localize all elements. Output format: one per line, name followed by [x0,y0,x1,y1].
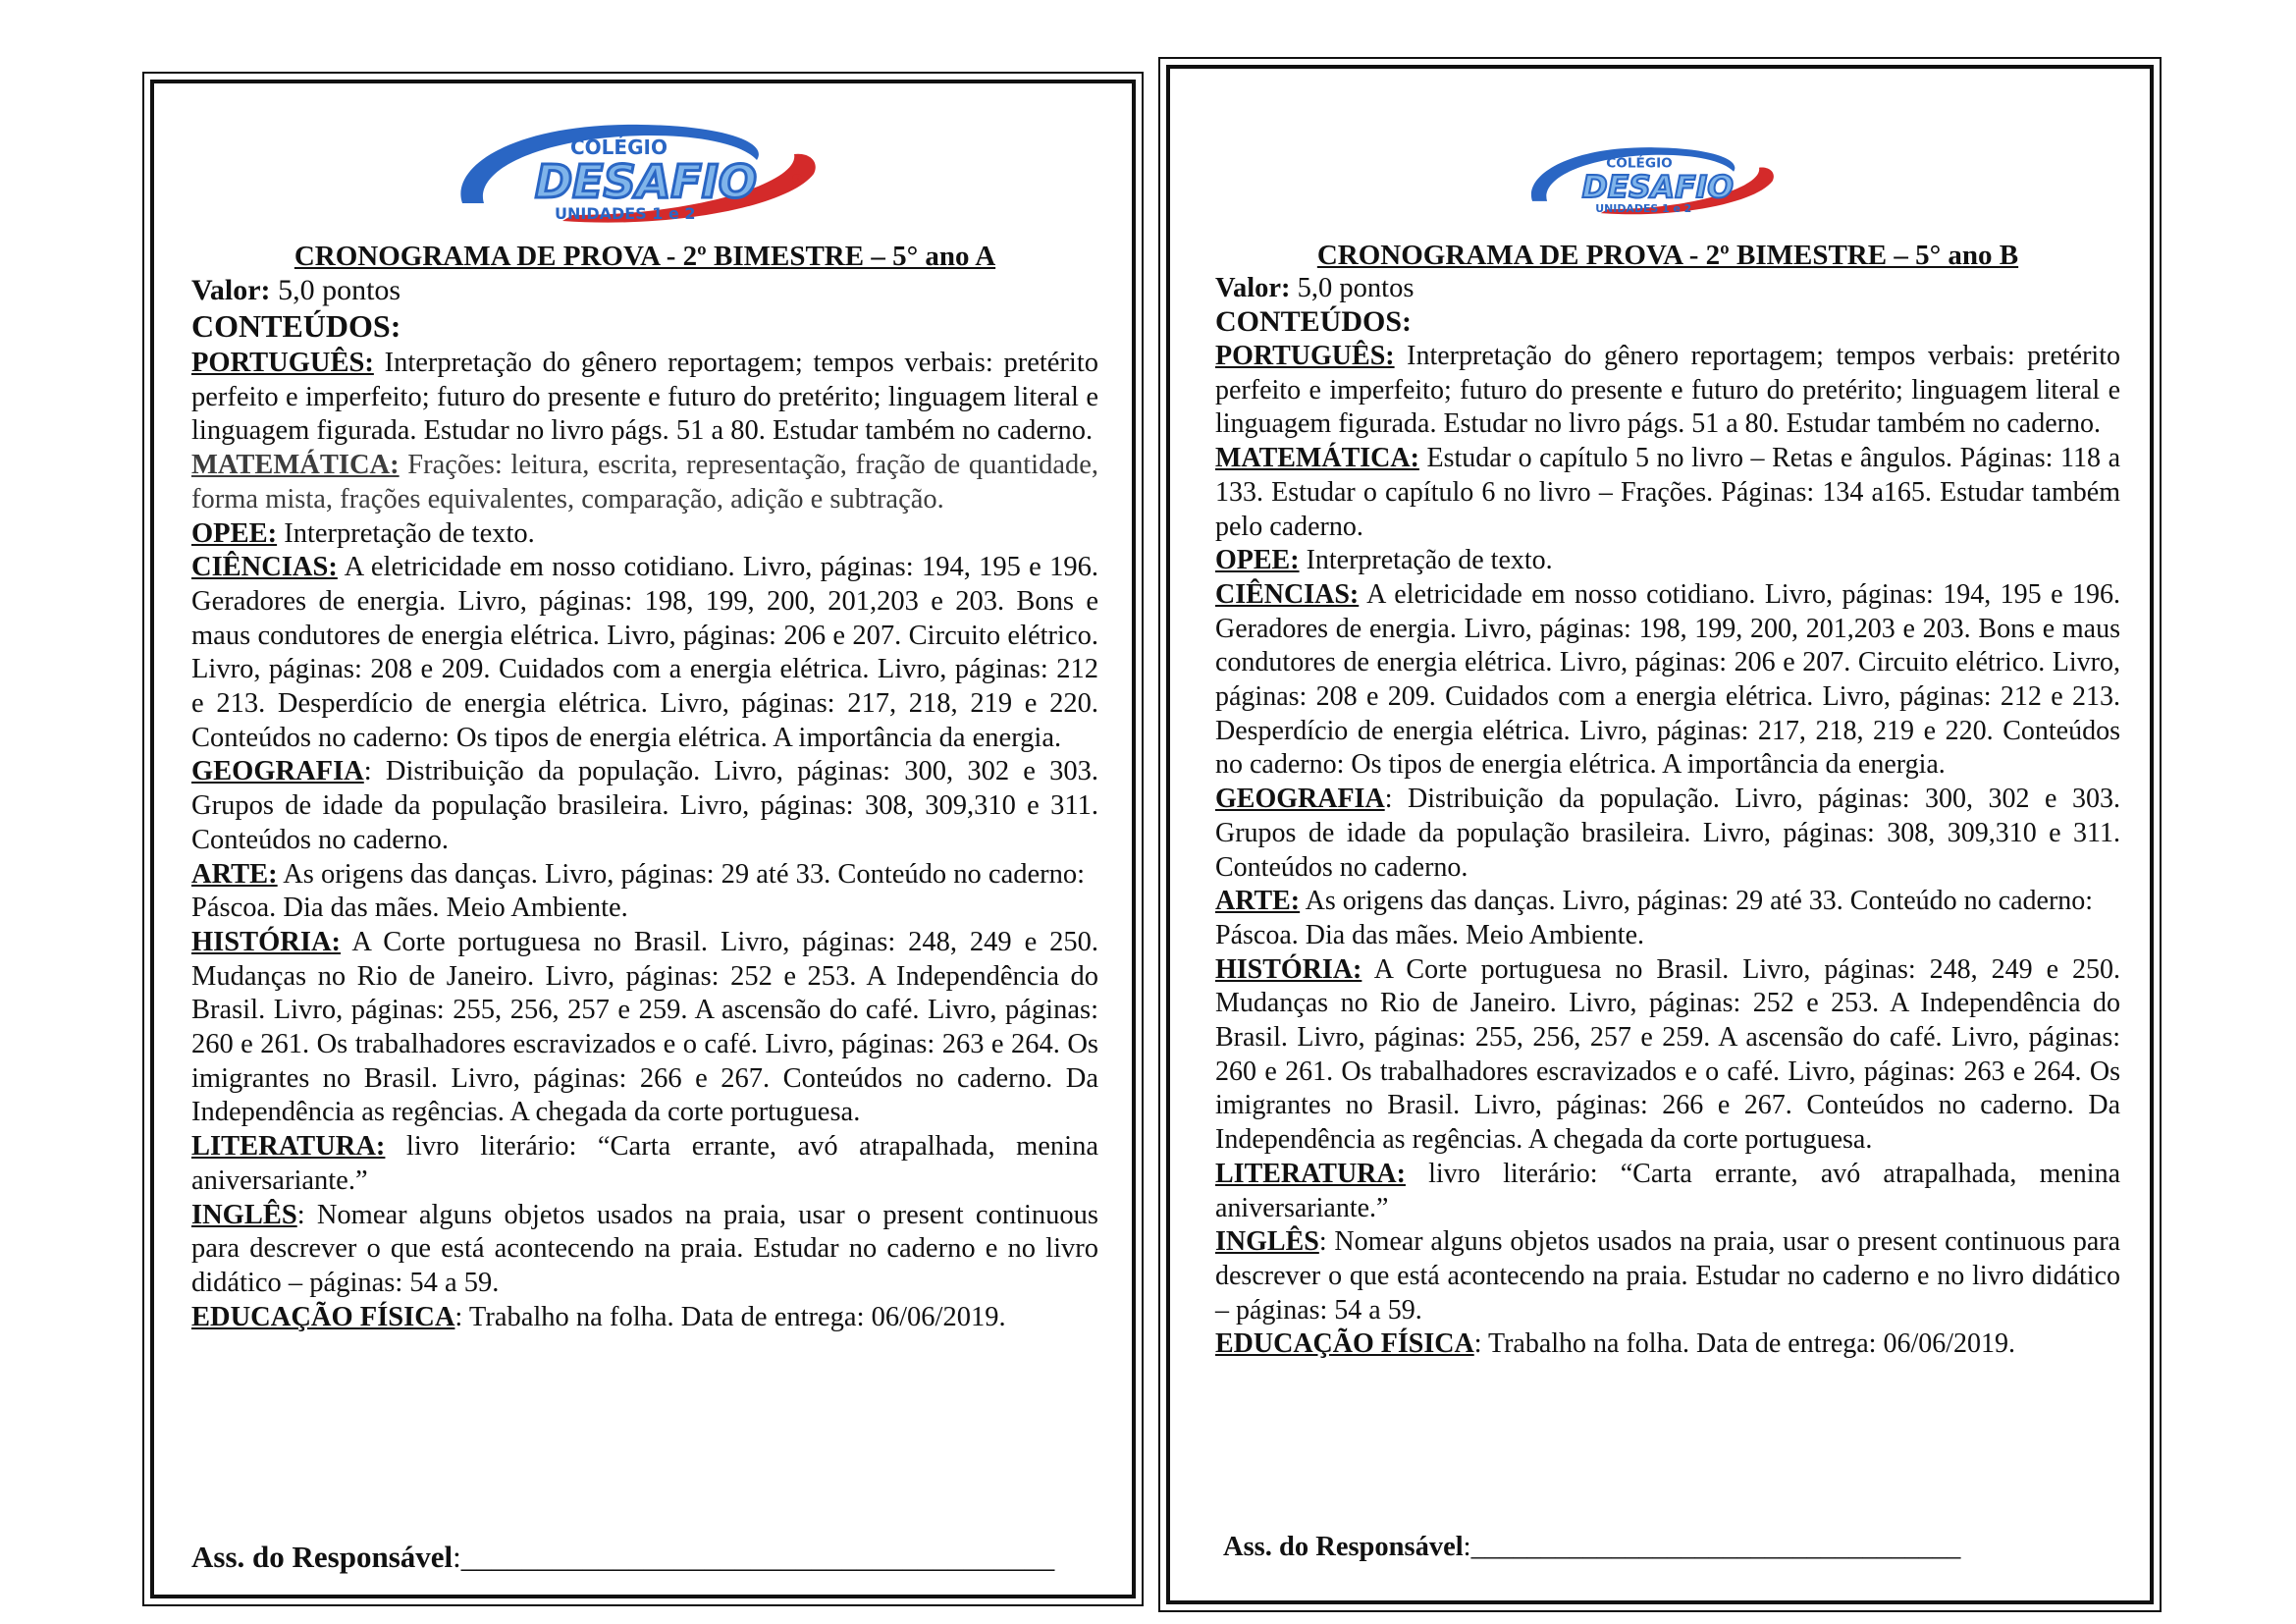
subject-text: livro literário: “Carta errante, avó atrapalhada, menina aniversariante.” [1215,1158,2120,1223]
subject-text: Interpretação do gênero reportagem; tempos verbais: pretérito perfeito e imperfeito; futuro do presente e futuro do pretérito; linguagem literal e linguagem figurada. Estudar no livro págs. 51 a 80. Estudar também no caderno. [1215,341,2120,440]
subject-text: Estudar o capítulo 5 no livro – Retas e ângulos. Páginas: 118 a 133. Estudar o capítulo 6 no livro – Frações. Páginas: 134 a165. Estudar também pelo caderno. [1215,443,2120,542]
schedule-title: CRONOGRAMA DE PROVA - 2º BIMESTRE – 5° ano B [1316,240,2019,271]
conteudos-heading: CONTEÚDOS: [191,308,401,344]
colegio-desafio-logo-graphic [445,113,828,231]
subject-label: EDUCAÇÃO FÍSICA [191,1301,455,1332]
subject-entry [1215,783,2120,885]
signature-blank: :___________________________________ [1463,1532,1961,1562]
subject-label: MATEMÁTICA: [1215,443,1419,474]
subject-entry [1215,340,2120,442]
subject-text: As origens das danças. Livro, páginas: 29 até 33. Conteúdo no caderno: Páscoa. Dia das mães. Meio Ambiente. [191,858,1086,924]
subject-text: Interpretação de texto. [277,517,535,549]
subject-entry [1215,1225,2120,1327]
valor-line [191,274,400,307]
subject-entry [1215,885,2120,952]
subject-text: A eletricidade em nosso cotidiano. Livro, páginas: 194, 195 e 196. Geradores de energia. Livro, páginas: 198, 199, 200, 201,203 e 203. Bons e maus condutores de energia elétrica. Livro, páginas: 206 e 207. Circuito elétrico. Livro, páginas: 208 e 209. Cuidados com a energia elétrica. Livro, páginas: 212 e 213. Desperdício de energia elétrica. Livro, páginas: 217, 218, 219 e 220. Conteúdos no caderno: Os tipos de energia elétrica. A importância da energia. [191,552,1098,753]
subject-label: HISTÓRIA: [1215,953,1362,985]
subject-entry [1215,442,2120,544]
subject-label: ARTE: [1215,886,1301,917]
svg-text:COLÉGIO: COLÉGIO [570,135,667,159]
subject-text: Interpretação do gênero reportagem; tempos verbais: pretérito perfeito e imperfeito; futuro do presente e futuro do pretérito; linguagem literal e linguagem figurada. Estudar no livro págs. 51 a 80. Estudar também no caderno. [191,348,1098,447]
colegio-desafio-logo [1514,139,1789,220]
subject-text: A Corte portuguesa no Brasil. Livro, páginas: 248, 249 e 250. Mudanças no Rio de Janeiro. Livro, páginas: 252 e 253. A Independência do Brasil. Livro, páginas: 255, 256, 257 e 259. A ascensão do café. Livro, páginas: 260 e 261. Os trabalhadores escravizados e o café. Livro, páginas: 263 e 264. Os imigrantes no Brasil. Livro, páginas: 266 e 267. Conteúdos no caderno. Da Independência as regências. A chegada da corte portuguesa. [1215,953,2120,1156]
subject-label: INGLÊS [1215,1226,1319,1258]
subject-label: GEOGRAFIA [191,756,364,787]
subjects-list [1215,340,2120,1362]
subject-entry [1215,578,2120,783]
subject-entry [191,551,1098,755]
subject-text: : Trabalho na folha. Data de entrega: 06/06/2019. [454,1301,1006,1332]
svg-text:®: ® [790,172,804,188]
subject-label: HISTÓRIA: [191,926,342,957]
subject-entry [1215,544,2120,578]
valor-label: Valor: [1215,273,1291,303]
subject-entry [191,755,1098,857]
subject-label: CIÊNCIAS: [191,552,338,583]
subject-text: A Corte portuguesa no Brasil. Livro, páginas: 248, 249 e 250. Mudanças no Rio de Janeiro. Livro, páginas: 252 e 253. A Independência do Brasil. Livro, páginas: 255, 256, 257 e 259. A ascensão do café. Livro, páginas: 260 e 261. Os trabalhadores escravizados e o café. Livro, páginas: 263 e 264. Os imigrantes no Brasil. Livro, páginas: 266 e 267. Conteúdos no caderno. Da Independência as regências. A chegada da corte portuguesa. [191,926,1098,1128]
subject-text: : Distribuição da população. Livro, páginas: 300, 302 e 303. Grupos de idade da população brasileira. Livro, páginas: 308, 309,310 e 311. Conteúdos no caderno. [191,756,1098,855]
subject-entry [191,517,1098,552]
subject-label: GEOGRAFIA [1215,784,1385,815]
subject-text: As origens das danças. Livro, páginas: 29 até 33. Conteúdo no caderno: Páscoa. Dia das mães. Meio Ambiente. [1215,886,2094,950]
subject-label: MATEMÁTICA: [191,450,400,481]
subject-label: PORTUGUÊS: [191,348,374,378]
svg-text:UNIDADES 1 e 2: UNIDADES 1 e 2 [1595,201,1692,215]
subject-entry [191,1199,1098,1301]
subject-text: Frações: leitura, escrita, representação, fração de quantidade, forma mista, frações equivalentes, comparação, adição e subtração. [191,450,1098,514]
subject-entry [191,1301,1098,1335]
subject-text: Interpretação de texto. [1299,545,1553,576]
subject-label: LITERATURA: [1215,1158,1406,1189]
svg-text:UNIDADES 1 e 2: UNIDADES 1 e 2 [555,204,696,223]
subject-label: EDUCAÇÃO FÍSICA [1215,1328,1474,1360]
subject-entry [191,926,1098,1130]
signature-label: Ass. do Responsável [191,1540,454,1574]
subject-entry [191,449,1098,516]
subjects-list [191,347,1098,1334]
conteudos-heading: CONTEÚDOS: [1215,305,1413,338]
signature-label: Ass. do Responsável [1223,1532,1464,1562]
signature-line [191,1540,1054,1575]
colegio-desafio-logo [445,113,828,231]
signature-blank: :_______________________________________ [453,1540,1055,1574]
valor-label: Valor: [191,274,271,306]
subject-text: livro literário: “Carta errante, avó atrapalhada, menina aniversariante.” [191,1131,1098,1196]
colegio-desafio-logo-graphic [1514,139,1789,220]
valor-value: 5,0 pontos [270,274,401,306]
subject-entry [191,1130,1098,1198]
subject-entry [1215,1158,2120,1225]
subject-entry [1215,1327,2120,1362]
subject-entry [191,347,1098,449]
subject-entry [1215,953,2120,1158]
subject-text: A eletricidade em nosso cotidiano. Livro, páginas: 194, 195 e 196. Geradores de energia. Livro, páginas: 198, 199, 200, 201,203 e 203. Bons e maus condutores de energia elétrica. Livro, páginas: 206 e 207. Circuito elétrico. Livro, páginas: 208 e 209. Cuidados com a energia elétrica. Livro, páginas: 212 e 213. Desperdício de energia elétrica. Livro, páginas: 217, 218, 219 e 220. Conteúdos no caderno: Os tipos de energia elétrica. A importância da energia. [1215,578,2120,781]
subject-label: OPEE: [1215,545,1300,576]
subject-label: PORTUGUÊS: [1215,341,1395,371]
subject-text: : Trabalho na folha. Data de entrega: 06/06/2019. [1473,1328,2016,1360]
schedule-title: CRONOGRAMA DE PROVA - 2º BIMESTRE – 5° ano A [294,241,996,272]
subject-entry [191,858,1098,926]
svg-text:DESAFIO: DESAFIO [1581,169,1734,205]
svg-text:COLÉGIO: COLÉGIO [1606,155,1673,172]
schedule-card-5a [150,80,1136,1598]
svg-text:DESAFIO: DESAFIO [535,155,757,208]
valor-value: 5,0 pontos [1290,273,1415,303]
schedule-card-5b [1166,65,2154,1604]
valor-line [1215,273,1414,304]
subject-text: : Nomear alguns objetos usados na praia, usar o present continuous para descrever o que está acontecendo na praia. Estudar no caderno e no livro didático – páginas: 54 a 59. [1215,1226,2120,1326]
subject-label: OPEE: [191,517,278,549]
subject-label: LITERATURA: [191,1131,386,1163]
subject-text: : Distribuição da população. Livro, páginas: 300, 302 e 303. Grupos de idade da população brasileira. Livro, páginas: 308, 309,310 e 311. Conteúdos no caderno. [1215,784,2120,883]
svg-text:®: ® [1756,180,1766,191]
subject-label: CIÊNCIAS: [1215,578,1360,610]
subject-label: ARTE: [191,858,278,890]
subject-text: : Nomear alguns objetos usados na praia, usar o present continuous para descrever o que está acontecendo na praia. Estudar no caderno e no livro didático – páginas: 54 a 59. [191,1199,1098,1298]
subject-label: INGLÊS [191,1199,297,1230]
signature-line [1223,1532,1960,1563]
